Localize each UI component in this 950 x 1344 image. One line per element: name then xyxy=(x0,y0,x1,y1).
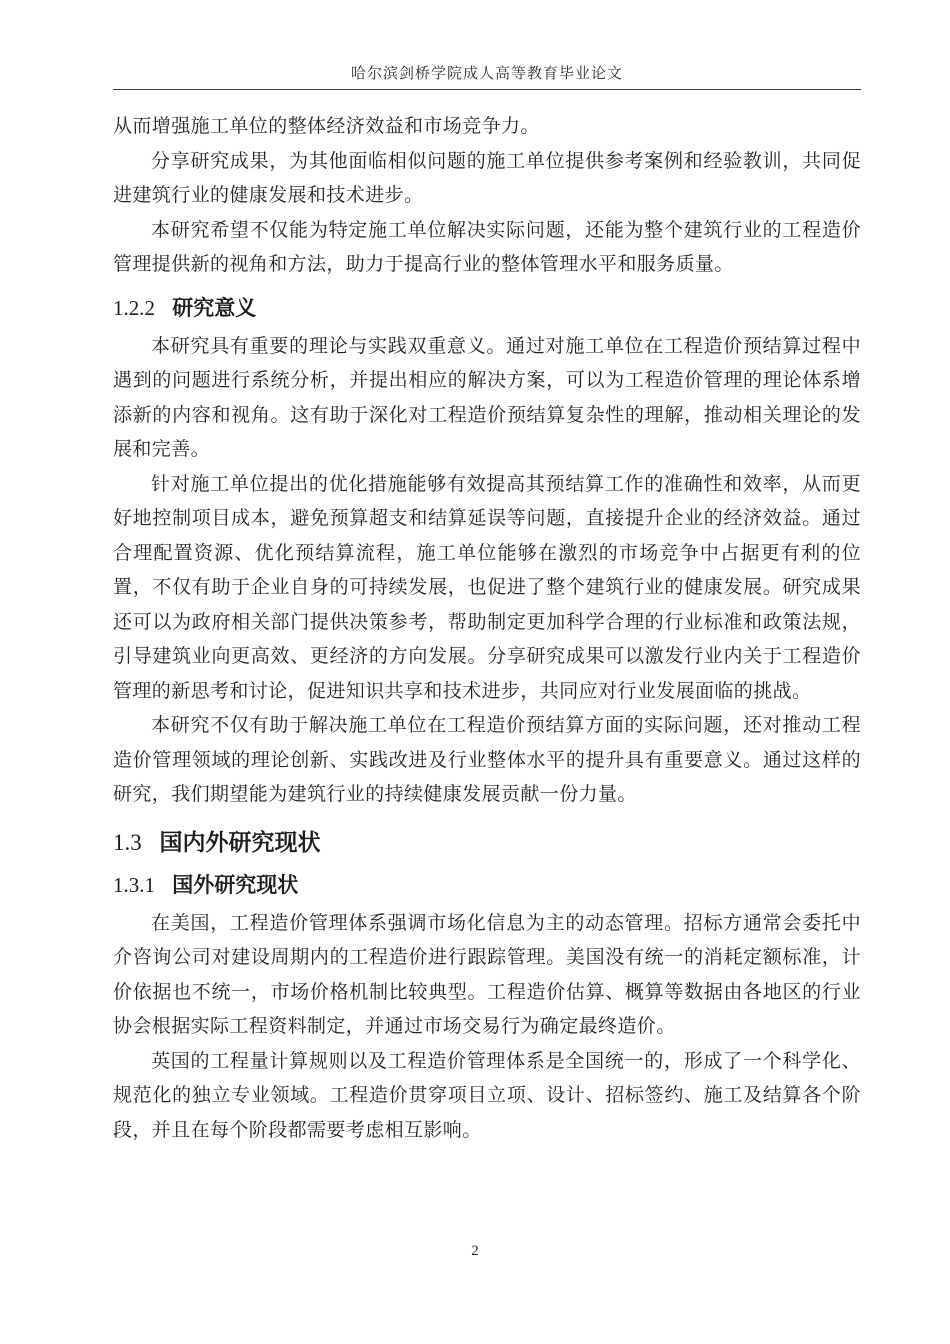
paragraph: 英国的工程量计算规则以及工程造价管理体系是全国统一的，形成了一个科学化、规范化的独立专业领域。工程造价贯穿项目立项、设计、招标签约、施工及结算各个阶段，并且在每个阶段都需要考虑相互影响。 xyxy=(113,1050,861,1141)
heading-title: 国外研究现状 xyxy=(172,873,299,897)
heading-number: 1.2.2 xyxy=(113,295,155,320)
paragraph: 在美国，工程造价管理体系强调市场化信息为主的动态管理。招标方通常会委托中介咨询公司对建设周期内的工程造价进行跟踪管理。美国没有统一的消耗定额标准，计价依据也不统一，市场价格机制比较典型。工程造价估算、概算等数据由各地区的行业协会根据实际工程资料制定，并通过市场交易行为确定最终造价。 xyxy=(113,912,861,1037)
paragraph: 本研究希望不仅能为特定施工单位解决实际问题，还能为整个建筑行业的工程造价管理提供新的视角和方法，助力于提高行业的整体管理水平和服务质量。 xyxy=(113,219,861,275)
paragraph: 本研究不仅有助于解决施工单位在工程造价预结算方面的实际问题，还对推动工程造价管理领域的理论创新、实践改进及行业整体水平的提升具有重要意义。通过这样的研究，我们期望能为建筑行业的持续健康发展贡献一份力量。 xyxy=(113,715,861,805)
page-number: 2 xyxy=(471,1243,479,1259)
paragraph: 本研究具有重要的理论与实践双重意义。通过对施工单位在工程造价预结算过程中遇到的问题进行系统分析，并提出相应的解决方案，可以为工程造价管理的理论体系增添新的内容和视角。这有助于深化对工程造价预结算复杂性的理解，推动相关理论的发展和完善。 xyxy=(113,335,861,460)
heading-title: 国内外研究现状 xyxy=(159,828,321,855)
section-heading-1-3-1 xyxy=(113,870,861,901)
paragraph: 针对施工单位提出的优化措施能够有效提高其预结算工作的准确性和效率，从而更好地控制项目成本，避免预算超支和结算延误等问题，直接提升企业的经济效益。通过合理配置资源、优化预结算流程，施工单位能够在激烈的市场竞争中占据更有利的位置，不仅有助于企业自身的可持续发展，也促进了整个建筑行业的健康发展。研究成果还可以为政府相关部门提供决策参考，帮助制定更加科学合理的行业标准和政策法规，引导建筑业向更高效、更经济的方向发展。分享研究成果可以激发行业内关于工程造价管理的新思考和讨论，促进知识共享和技术进步，共同应对行业发展面临的挑战。 xyxy=(113,473,861,702)
page-header xyxy=(113,0,861,90)
header-divider xyxy=(113,89,861,90)
section-heading-1-3 xyxy=(113,826,861,859)
heading-number: 1.3 xyxy=(113,829,142,855)
heading-number: 1.3.1 xyxy=(113,872,155,897)
paragraph: 分享研究成果，为其他面临相似问题的施工单位提供参考案例和经验教训，共同促进建筑行业的健康发展和技术进步。 xyxy=(113,150,861,206)
document-body xyxy=(113,110,861,1148)
heading-title: 研究意义 xyxy=(172,296,257,320)
section-heading-1-2-2 xyxy=(113,293,861,324)
paragraph-continuation: 从而增强施工单位的整体经济效益和市场竞争力。 xyxy=(113,116,540,137)
running-head-title: 哈尔滨剑桥学院成人高等教育毕业论文 xyxy=(350,66,623,82)
